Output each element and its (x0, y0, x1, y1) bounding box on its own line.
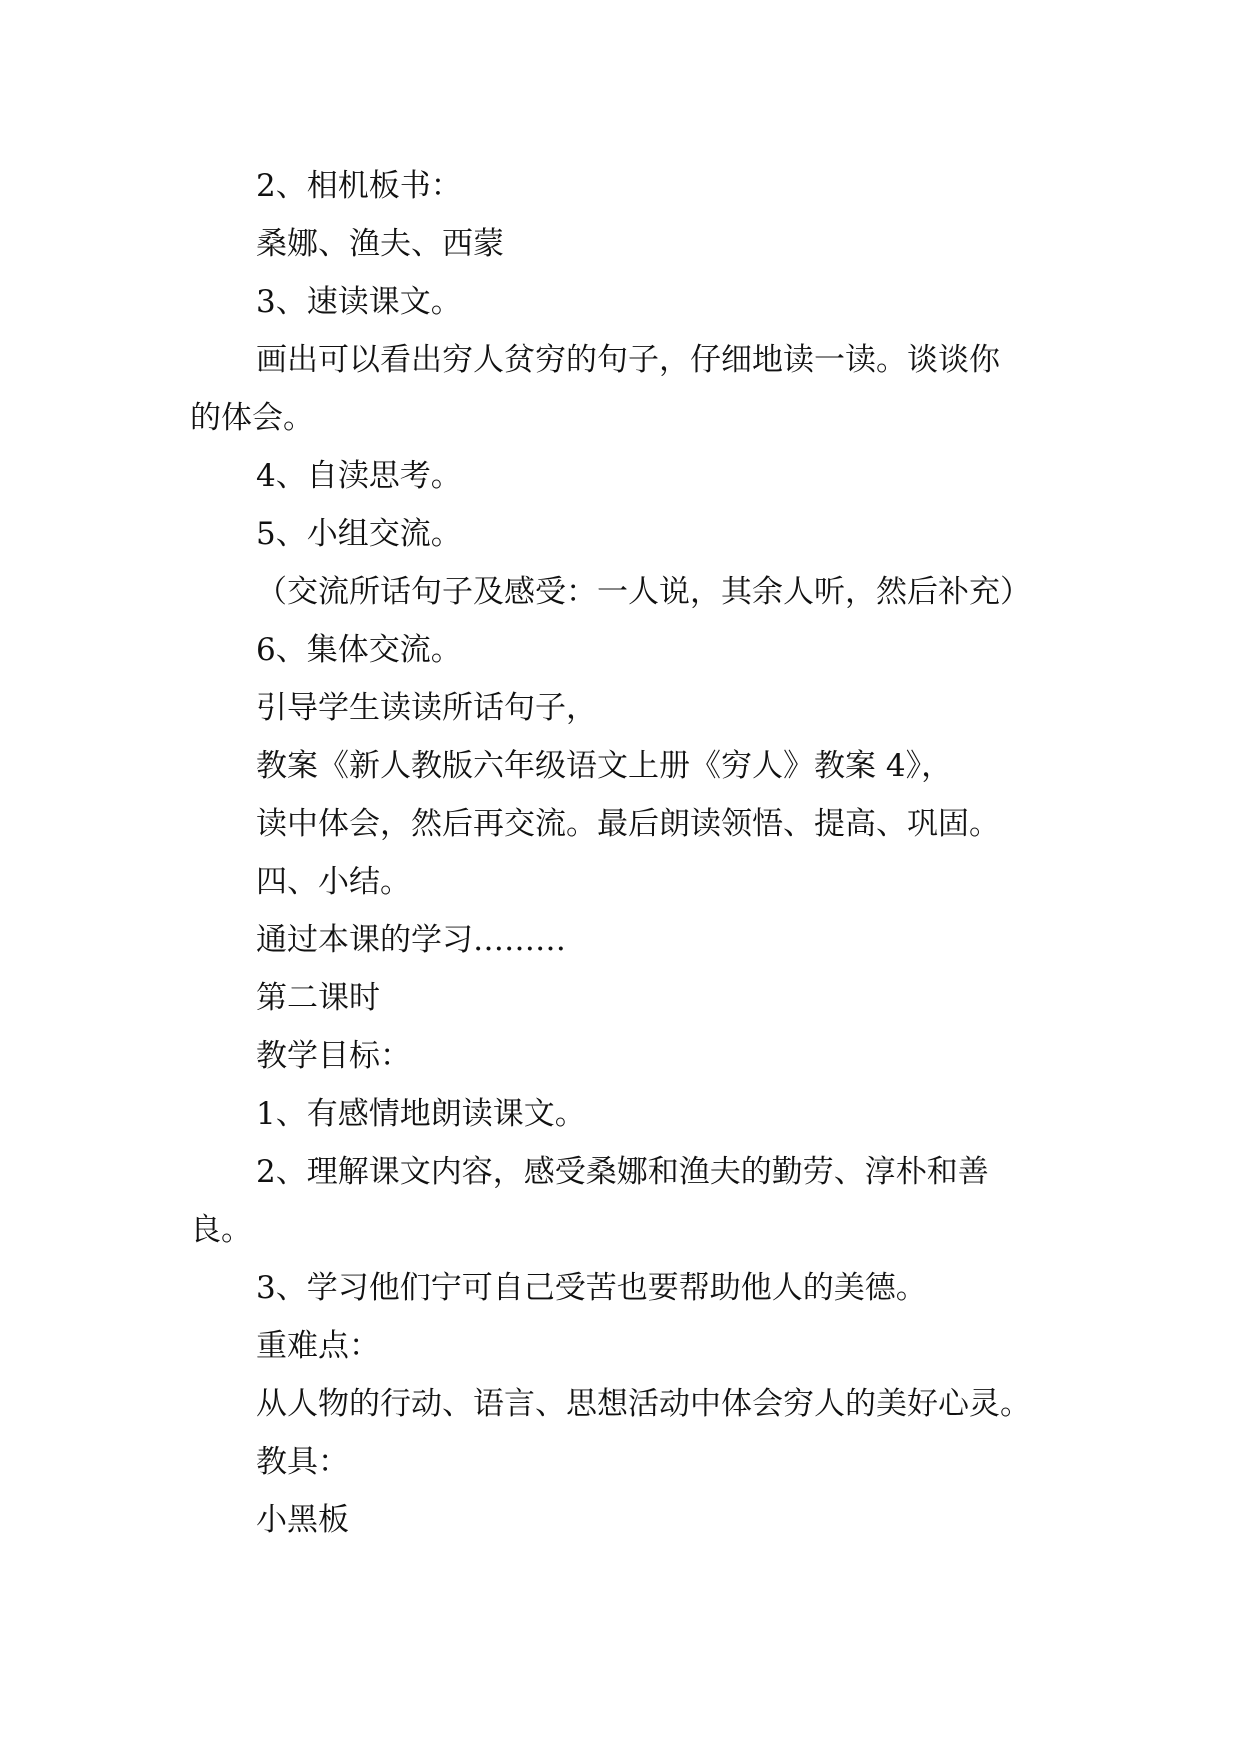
text-line-8: （交流所话句子及感受：一人说，其余人听，然后补充） (256, 574, 1031, 610)
text-line-9: 6、集体交流。 (256, 632, 462, 668)
text-line-12: 读中体会，然后再交流。最后朗读领悟、提高、巩固。 (256, 806, 1000, 842)
objectives-heading: 教学目标： (256, 1038, 411, 1074)
text-line-14: 通过本课的学习……… (256, 922, 566, 958)
text-line-20: 3、学习他们宁可自己受苦也要帮助他人的美德。 (256, 1270, 927, 1306)
text-line-11: 教案《新人教版六年级语文上册《穷人》教案 4》， (256, 748, 953, 784)
text-line-3: 3、速读课文。 (256, 284, 462, 320)
teaching-aids-heading: 教具： (256, 1444, 349, 1480)
text-line-18: 2、理解课文内容，感受桑娜和渔夫的勤劳、淳朴和善 (256, 1154, 989, 1190)
text-line-6: 4、自渎思考。 (256, 458, 462, 494)
section-heading-summary: 四、小结。 (256, 864, 411, 900)
text-line-22: 从人物的行动、语言、思想活动中体会穷人的美好心灵。 (256, 1386, 1031, 1422)
key-points-heading: 重难点： (256, 1328, 380, 1364)
text-line-4: 画出可以看出穷人贫穷的句子，仔细地读一读。谈谈你 (256, 342, 1000, 378)
text-line-24: 小黑板 (256, 1502, 349, 1538)
text-line-7: 5、小组交流。 (256, 516, 462, 552)
text-line-1: 2、相机板书： (256, 168, 462, 204)
text-line-5: 的体会。 (190, 400, 314, 436)
text-line-10: 引导学生读读所话句子， (256, 690, 597, 726)
lesson-heading: 第二课时 (256, 980, 380, 1016)
text-line-19: 良。 (190, 1212, 252, 1248)
text-line-17: 1、有感情地朗读课文。 (256, 1096, 586, 1132)
text-line-2: 桑娜、渔夫、西蒙 (256, 226, 504, 262)
